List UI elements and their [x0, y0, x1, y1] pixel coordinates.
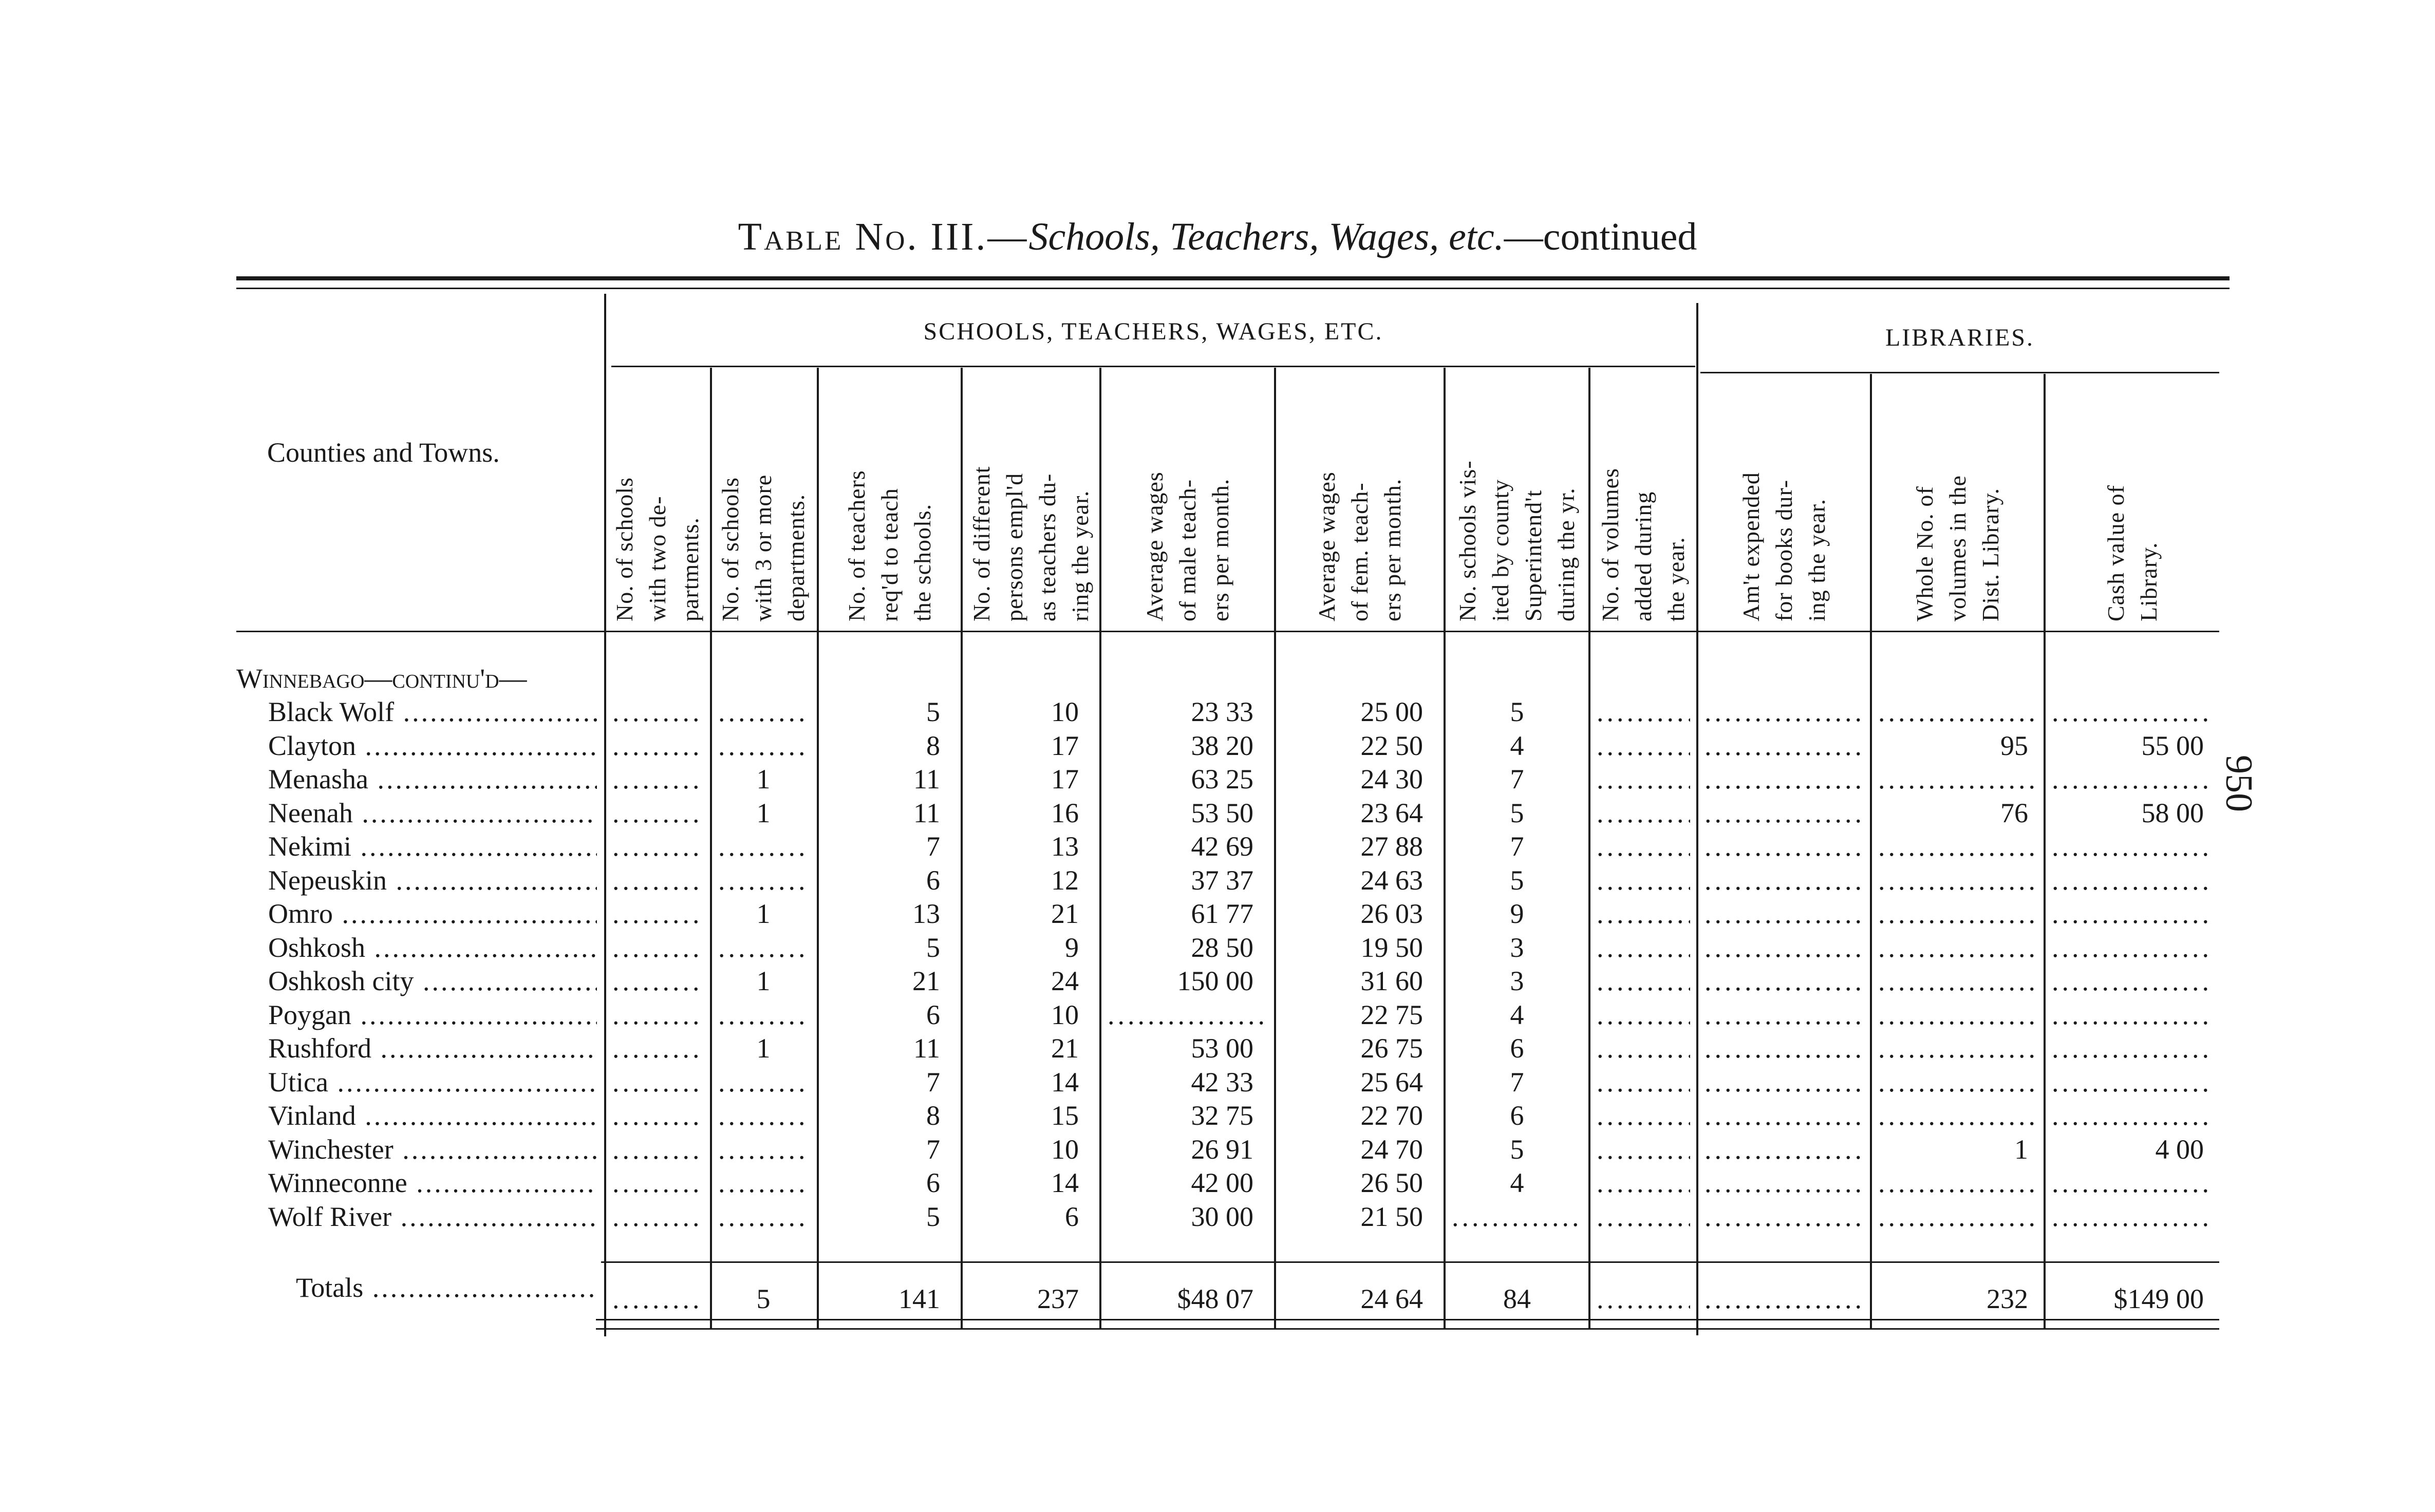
row-2-leader-col-1 [612, 730, 703, 762]
row-7-col-3: 13 [912, 898, 940, 929]
row-13-col-7: 6 [1510, 1100, 1524, 1131]
row-16-col-3: 5 [926, 1201, 940, 1232]
row-3-col-5: 63 25 [1191, 764, 1253, 795]
row-name: Menasha ..... [268, 763, 597, 795]
group-underline-libraries [1700, 372, 2219, 373]
row-15-leader-col-11 [2052, 1167, 2213, 1199]
row-6-col-7: 5 [1510, 864, 1524, 896]
row-14-col-11: 4 00 [2155, 1133, 2204, 1165]
row-9-col-3: 21 [912, 966, 940, 996]
row-15-leader-col-8 [1597, 1167, 1690, 1199]
row-13-leader-col-8 [1597, 1100, 1690, 1131]
row-name: Wolf River ..... [268, 1201, 597, 1233]
row-1-col-4: 10 [1051, 696, 1079, 727]
totals-col-6: 24 64 [1360, 1283, 1423, 1314]
row-15-col-3: 6 [926, 1167, 940, 1198]
row-4-leader-col-1 [612, 797, 703, 829]
row-3-leader-col-10 [1878, 763, 2037, 795]
row-14-col-5: 26 91 [1191, 1133, 1253, 1165]
row-11-leader-col-9 [1704, 1032, 1864, 1064]
row-1-col-6: 25 00 [1360, 696, 1423, 727]
row-5-leader-col-11 [2052, 830, 2213, 862]
row-11-leader-col-8 [1597, 1032, 1690, 1064]
row-8-leader-col-2 [718, 932, 809, 963]
county-label: Winnebago—continu'd— [236, 663, 527, 694]
row-2-leader-col-8 [1597, 730, 1690, 762]
row-15-leader-col-10 [1878, 1167, 2037, 1199]
row-3-col-7: 7 [1510, 764, 1524, 795]
row-3-col-2: 1 [756, 764, 771, 795]
totals-leader-col-1 [612, 1283, 703, 1315]
row-5-leader-col-10 [1878, 830, 2037, 862]
column-header-2: No. of schools with 3 or more departments. [717, 474, 809, 621]
row-6-col-4: 12 [1051, 864, 1079, 896]
row-2-col-11: 55 00 [2141, 730, 2204, 761]
row-5-leader-col-1 [612, 830, 703, 862]
group-label-schools: SCHOOLS, TEACHERS, WAGES, ETC. [923, 318, 1383, 345]
row-7-col-4: 21 [1051, 898, 1079, 929]
row-6-leader-col-11 [2052, 864, 2213, 896]
row-14-col-7: 5 [1510, 1133, 1524, 1165]
row-name: Nekimi ..... [268, 830, 597, 862]
row-7-leader-col-1 [612, 898, 703, 930]
row-14-col-10: 1 [2014, 1133, 2028, 1165]
totals-label: Totals ..... [296, 1272, 597, 1303]
top-rule-thick [236, 276, 2230, 280]
row-12-leader-col-9 [1704, 1066, 1864, 1098]
row-name: Winchester ..... [268, 1133, 597, 1165]
row-2-leader-col-2 [718, 730, 809, 762]
column-rule-0 [604, 294, 606, 1336]
row-8-col-7: 3 [1510, 932, 1524, 963]
bottom-rule-1 [596, 1319, 2219, 1320]
row-3-leader-col-1 [612, 763, 703, 795]
row-16-leader-col-2 [718, 1201, 809, 1233]
row-12-leader-col-1 [612, 1066, 703, 1098]
row-5-leader-col-2 [718, 830, 809, 862]
row-9-leader-col-8 [1597, 965, 1690, 997]
row-2-col-7: 4 [1510, 730, 1524, 761]
row-14-leader-col-9 [1704, 1133, 1864, 1165]
row-name: Omro ..... [268, 898, 597, 930]
row-16-col-4: 6 [1065, 1201, 1079, 1232]
column-header-1: No. of schools with two de- partments. [611, 477, 703, 621]
row-8-col-3: 5 [926, 932, 940, 963]
row-12-leader-col-11 [2052, 1066, 2213, 1098]
row-1-leader-col-10 [1878, 696, 2037, 728]
totals-col-10: 232 [1987, 1283, 2028, 1314]
row-7-leader-col-9 [1704, 898, 1864, 930]
row-6-leader-col-2 [718, 864, 809, 896]
row-2-col-5: 38 20 [1191, 730, 1253, 761]
row-9-col-4: 24 [1051, 966, 1079, 996]
row-16-leader-col-8 [1597, 1201, 1690, 1233]
row-12-col-5: 42 33 [1191, 1066, 1253, 1098]
title-prefix: Table No. III.— [738, 215, 1029, 258]
row-1-col-7: 5 [1510, 696, 1524, 727]
row-10-col-3: 6 [926, 999, 940, 1030]
row-11-leader-col-1 [612, 1032, 703, 1064]
row-10-leader-col-5 [1108, 999, 1268, 1031]
row-11-col-2: 1 [756, 1033, 771, 1064]
column-header-9: Am't expended for books dur- ing the year. [1738, 472, 1830, 621]
row-7-col-6: 26 03 [1360, 898, 1423, 929]
title-italic: Schools, Teachers, Wages, etc. [1028, 215, 1504, 258]
group-underline-schools [611, 366, 1695, 367]
column-rule-10 [2044, 374, 2046, 1329]
row-7-leader-col-8 [1597, 898, 1690, 930]
header-bottom-rule [236, 631, 2219, 632]
row-3-col-3: 11 [913, 764, 940, 795]
row-13-leader-col-9 [1704, 1100, 1864, 1131]
column-header-11: Cash value of Library. [2103, 485, 2162, 621]
row-13-col-3: 8 [926, 1100, 940, 1131]
title-suffix: —continued [1504, 215, 1697, 258]
row-8-col-4: 9 [1065, 932, 1079, 963]
row-16-leader-col-9 [1704, 1201, 1864, 1233]
row-10-leader-col-1 [612, 999, 703, 1031]
row-9-leader-col-11 [2052, 965, 2213, 997]
row-13-col-4: 15 [1051, 1100, 1079, 1131]
row-5-leader-col-8 [1597, 830, 1690, 862]
row-1-col-3: 5 [926, 696, 940, 727]
row-5-col-3: 7 [926, 831, 940, 862]
counties-header: Counties and Towns. [267, 437, 500, 468]
row-4-col-5: 53 50 [1191, 797, 1253, 828]
row-1-col-5: 23 33 [1191, 696, 1253, 727]
row-6-leader-col-8 [1597, 864, 1690, 896]
row-5-col-4: 13 [1051, 831, 1079, 862]
row-14-col-6: 24 70 [1360, 1133, 1423, 1165]
row-11-col-7: 6 [1510, 1033, 1524, 1064]
totals-col-5: $48 07 [1177, 1283, 1253, 1314]
row-name: Rushford ..... [268, 1032, 597, 1064]
row-5-leader-col-9 [1704, 830, 1864, 862]
row-7-col-7: 9 [1510, 898, 1524, 929]
column-header-10: Whole No. of volumes in the Dist. Library. [1912, 475, 2003, 621]
top-rule-thin [236, 288, 2230, 289]
row-12-col-3: 7 [926, 1066, 940, 1098]
row-15-col-7: 4 [1510, 1167, 1524, 1198]
row-12-leader-col-8 [1597, 1066, 1690, 1098]
column-header-7: No. schools vis- ited by county Superintend't during the yr. [1454, 460, 1579, 621]
row-13-col-6: 22 70 [1360, 1100, 1423, 1131]
row-4-leader-col-9 [1704, 797, 1864, 829]
table-title [236, 215, 2199, 259]
row-8-leader-col-11 [2052, 932, 2213, 963]
row-11-col-6: 26 75 [1360, 1033, 1423, 1064]
row-15-col-6: 26 50 [1360, 1167, 1423, 1198]
row-6-leader-col-1 [612, 864, 703, 896]
row-11-col-3: 11 [913, 1033, 940, 1064]
totals-leader-col-9 [1704, 1283, 1864, 1315]
row-4-col-6: 23 64 [1360, 797, 1423, 828]
column-rule-7 [1588, 368, 1590, 1328]
row-10-leader-col-8 [1597, 999, 1690, 1031]
row-3-leader-col-9 [1704, 763, 1864, 795]
row-11-col-5: 53 00 [1191, 1033, 1253, 1064]
totals-col-11: $149 00 [2113, 1283, 2204, 1314]
row-3-col-6: 24 30 [1360, 764, 1423, 795]
row-9-col-2: 1 [756, 966, 771, 996]
row-name: Black Wolf ..... [268, 696, 597, 728]
row-10-col-4: 10 [1051, 999, 1079, 1030]
row-9-col-5: 150 00 [1177, 966, 1253, 996]
row-4-col-3: 11 [913, 797, 940, 828]
column-header-6: Average wages of fem. teach- ers per month. [1314, 471, 1406, 621]
row-2-col-3: 8 [926, 730, 940, 761]
row-1-leader-col-2 [718, 696, 809, 728]
row-10-leader-col-2 [718, 999, 809, 1031]
row-14-leader-col-1 [612, 1133, 703, 1165]
row-10-col-7: 4 [1510, 999, 1524, 1030]
group-label-libraries: LIBRARIES. [1885, 324, 2034, 351]
totals-top-rule [601, 1261, 2219, 1263]
row-8-leader-col-8 [1597, 932, 1690, 963]
totals-col-4: 237 [1037, 1283, 1079, 1314]
column-header-5: Average wages of male teach- ers per month. [1141, 471, 1233, 621]
row-11-col-4: 21 [1051, 1033, 1079, 1064]
row-name: Nepeuskin ..... [268, 864, 597, 896]
row-8-leader-col-1 [612, 932, 703, 963]
totals-col-2: 5 [756, 1283, 771, 1314]
row-2-col-6: 22 50 [1360, 730, 1423, 761]
row-4-col-4: 16 [1051, 797, 1079, 828]
row-6-col-3: 6 [926, 864, 940, 896]
row-3-leader-col-11 [2052, 763, 2213, 795]
row-8-leader-col-10 [1878, 932, 2037, 963]
row-9-leader-col-10 [1878, 965, 2037, 997]
row-6-leader-col-10 [1878, 864, 2037, 896]
row-11-leader-col-10 [1878, 1032, 2037, 1064]
row-6-leader-col-9 [1704, 864, 1864, 896]
row-5-col-6: 27 88 [1360, 831, 1423, 862]
row-1-leader-col-11 [2052, 696, 2213, 728]
row-13-leader-col-2 [718, 1100, 809, 1131]
row-name: Vinland ..... [268, 1100, 597, 1131]
row-7-leader-col-10 [1878, 898, 2037, 930]
row-16-col-5: 30 00 [1191, 1201, 1253, 1232]
row-1-leader-col-8 [1597, 696, 1690, 728]
row-16-leader-col-7 [1452, 1201, 1582, 1233]
row-1-leader-col-9 [1704, 696, 1864, 728]
row-15-leader-col-2 [718, 1167, 809, 1199]
row-name: Poygan ..... [268, 999, 597, 1031]
row-8-col-6: 19 50 [1360, 932, 1423, 963]
row-4-col-7: 5 [1510, 797, 1524, 828]
row-10-leader-col-11 [2052, 999, 2213, 1031]
row-15-col-4: 14 [1051, 1167, 1079, 1198]
row-11-leader-col-11 [2052, 1032, 2213, 1064]
row-7-col-2: 1 [756, 898, 771, 929]
row-3-col-4: 17 [1051, 764, 1079, 795]
row-9-leader-col-1 [612, 965, 703, 997]
column-header-3: No. of teachers req'd to teach the schools. [844, 470, 935, 621]
row-10-leader-col-10 [1878, 999, 2037, 1031]
row-7-leader-col-11 [2052, 898, 2213, 930]
totals-col-7: 84 [1503, 1283, 1531, 1314]
row-10-col-6: 22 75 [1360, 999, 1423, 1030]
column-header-8: No. of volumes added during the year. [1597, 468, 1689, 621]
row-14-leader-col-2 [718, 1133, 809, 1165]
row-1-leader-col-1 [612, 696, 703, 728]
row-name: Oshkosh ..... [268, 932, 597, 963]
row-9-col-7: 3 [1510, 966, 1524, 996]
row-16-leader-col-1 [612, 1201, 703, 1233]
column-header-4: No. of different persons empl'd as teachers du- ring the year. [968, 466, 1093, 621]
row-12-col-6: 25 64 [1360, 1066, 1423, 1098]
row-name: Neenah ..... [268, 797, 597, 829]
totals-col-3: 141 [898, 1283, 940, 1314]
row-2-col-4: 17 [1051, 730, 1079, 761]
row-2-col-10: 95 [2000, 730, 2028, 761]
row-name: Utica ..... [268, 1066, 597, 1098]
row-14-leader-col-8 [1597, 1133, 1690, 1165]
row-15-leader-col-1 [612, 1167, 703, 1199]
row-6-col-5: 37 37 [1191, 864, 1253, 896]
row-12-col-4: 14 [1051, 1066, 1079, 1098]
row-15-leader-col-9 [1704, 1167, 1864, 1199]
row-6-col-6: 24 63 [1360, 864, 1423, 896]
row-name: Oshkosh city ..... [268, 965, 597, 997]
row-name: Winneconne ..... [268, 1167, 597, 1199]
bottom-rule-2 [596, 1328, 2219, 1330]
row-5-col-7: 7 [1510, 831, 1524, 862]
row-16-col-6: 21 50 [1360, 1201, 1423, 1232]
row-14-col-3: 7 [926, 1133, 940, 1165]
row-8-leader-col-9 [1704, 932, 1864, 963]
row-10-leader-col-9 [1704, 999, 1864, 1031]
row-12-leader-col-10 [1878, 1066, 2037, 1098]
row-12-leader-col-2 [718, 1066, 809, 1098]
column-rule-8 [1696, 303, 1698, 1335]
row-16-leader-col-10 [1878, 1201, 2037, 1233]
row-4-leader-col-8 [1597, 797, 1690, 829]
row-13-leader-col-1 [612, 1100, 703, 1131]
row-4-col-10: 76 [2000, 797, 2028, 828]
row-13-leader-col-11 [2052, 1100, 2213, 1131]
row-4-col-2: 1 [756, 797, 771, 828]
row-16-leader-col-11 [2052, 1201, 2213, 1233]
row-9-leader-col-9 [1704, 965, 1864, 997]
row-7-col-5: 61 77 [1191, 898, 1253, 929]
totals-leader-col-8 [1597, 1283, 1690, 1315]
row-3-leader-col-8 [1597, 763, 1690, 795]
row-12-col-7: 7 [1510, 1066, 1524, 1098]
row-4-col-11: 58 00 [2141, 797, 2204, 828]
row-13-leader-col-10 [1878, 1100, 2037, 1131]
row-13-col-5: 32 75 [1191, 1100, 1253, 1131]
row-5-col-5: 42 69 [1191, 831, 1253, 862]
row-8-col-5: 28 50 [1191, 932, 1253, 963]
row-2-leader-col-9 [1704, 730, 1864, 762]
column-rule-1 [710, 368, 712, 1328]
page-number: 950 [2218, 755, 2260, 812]
row-9-col-6: 31 60 [1360, 966, 1423, 996]
row-14-col-4: 10 [1051, 1133, 1079, 1165]
row-15-col-5: 42 00 [1191, 1167, 1253, 1198]
column-rule-9 [1870, 374, 1872, 1329]
row-name: Clayton ..... [268, 730, 597, 762]
